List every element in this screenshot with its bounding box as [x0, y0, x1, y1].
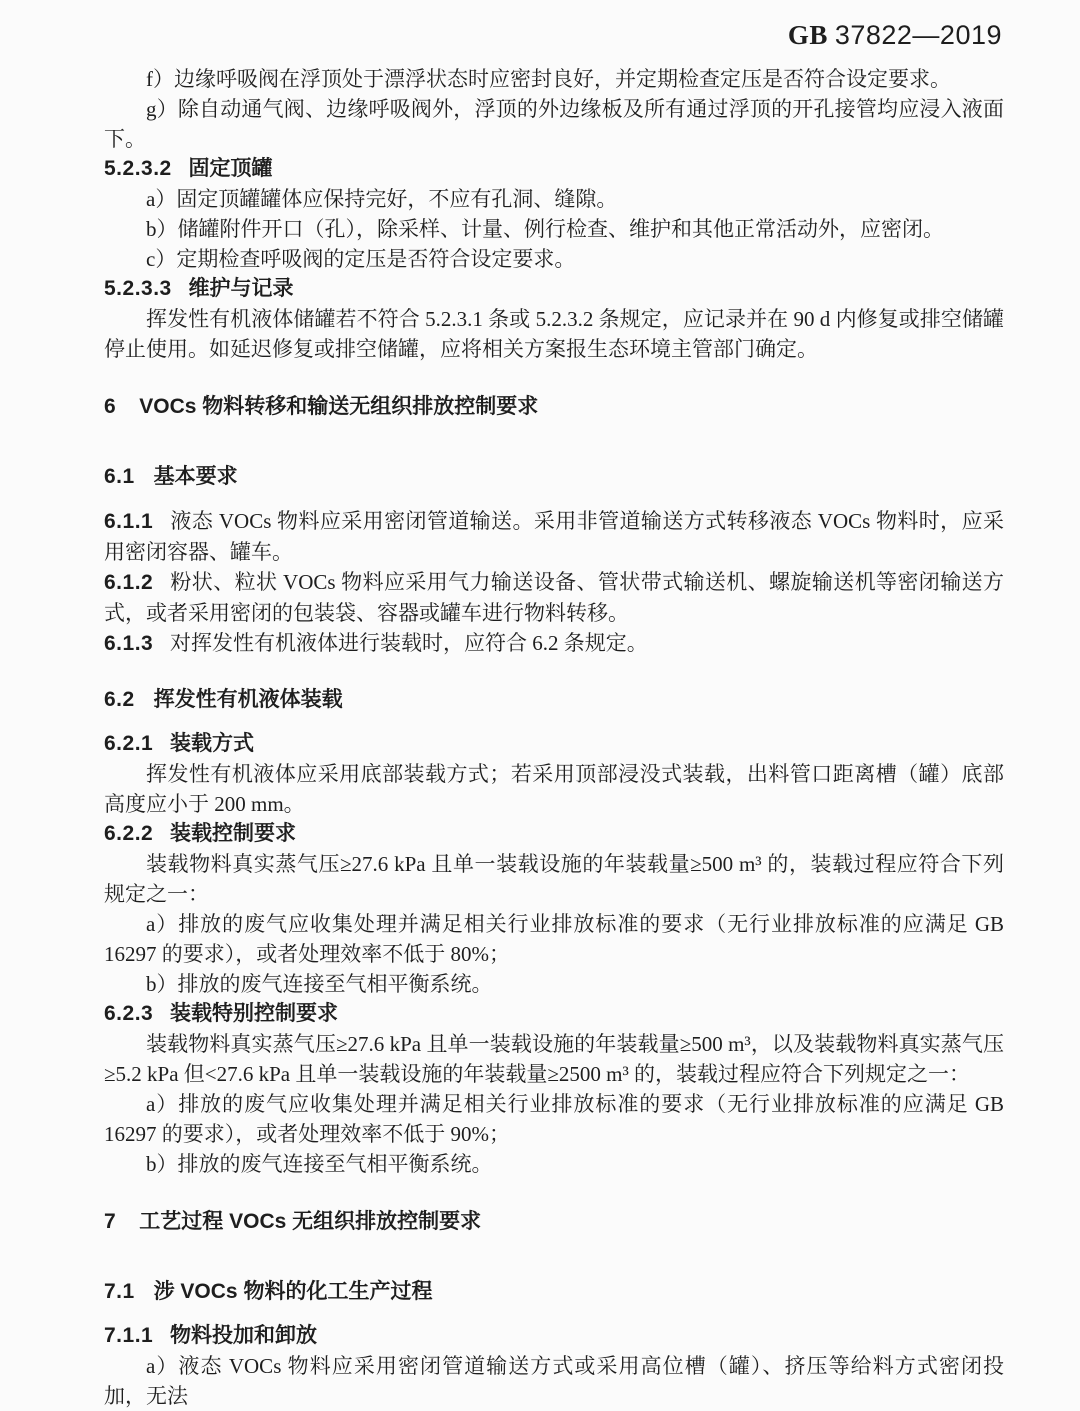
clause-paragraph — [104, 567, 1004, 628]
clause-number: 6.2.2 — [104, 822, 154, 845]
text-run: 固定顶罐 — [188, 157, 273, 180]
paragraph — [104, 304, 1004, 364]
text-run: b）排放的废气连接至气相平衡系统。 — [146, 972, 493, 996]
section-heading — [104, 685, 1004, 715]
text-run: 挥发性有机液体应采用底部装载方式；若采用顶部浸没式装载，出料管口距离槽（罐）底部高度应小于 200 mm。 — [104, 762, 1004, 816]
text-run: a）液态 VOCs 物料应采用密闭管道输送方式或采用高位槽（罐）、挤压等给料方式密闭投加，无法 — [104, 1354, 1004, 1408]
clause-number: 6 — [104, 395, 117, 418]
clause-heading — [104, 1321, 1004, 1351]
clause-number: 5.2.3.3 — [104, 277, 172, 300]
clause-number: 6.1 — [104, 465, 135, 488]
section-heading — [104, 1277, 1004, 1307]
page-header — [788, 20, 1002, 51]
clause-number: 7.1.1 — [104, 1324, 154, 1347]
document-body — [104, 64, 1004, 1411]
text-run: VOCs 物料转移和输送无组织排放控制要求 — [139, 395, 539, 418]
list-item — [104, 64, 1004, 94]
paragraph — [104, 1029, 1004, 1089]
text-run: 基本要求 — [153, 465, 238, 488]
text-run: a）排放的废气应收集处理并满足相关行业排放标准的要求（无行业排放标准的应满足 GB 16297 的要求），或者处理效率不低于 80%； — [104, 912, 1004, 966]
clause-number: 7.1 — [104, 1280, 135, 1303]
paragraph — [104, 759, 1004, 819]
paragraph — [104, 849, 1004, 909]
text-run: 工艺过程 VOCs 无组织排放控制要求 — [139, 1210, 482, 1233]
text-run: 涉 VOCs 物料的化工生产过程 — [153, 1280, 433, 1303]
text-run: 物料投加和卸放 — [170, 1324, 318, 1347]
clause-paragraph — [104, 506, 1004, 567]
text-run: 液态 VOCs 物料应采用密闭管道输送。采用非管道输送方式转移液态 VOCs 物料时，应采用密闭容器、罐车。 — [104, 509, 1004, 564]
standard-number: 37822—2019 — [834, 20, 1002, 50]
list-item — [104, 94, 1004, 154]
clause-heading — [104, 154, 1004, 184]
clause-heading — [104, 819, 1004, 849]
clause-number: 6.2.3 — [104, 1002, 154, 1025]
list-item — [104, 1089, 1004, 1149]
list-item — [104, 969, 1004, 999]
text-run: b）储罐附件开口（孔），除采样、计量、例行检查、维护和其他正常活动外，应密闭。 — [146, 217, 944, 241]
clause-heading — [104, 729, 1004, 759]
clause-number: 6.2.1 — [104, 732, 154, 755]
clause-number: 6.1.3 — [104, 632, 154, 655]
text-run: 粉状、粒状 VOCs 物料应采用气力输送设备、管状带式输送机、螺旋输送机等密闭输送方式，或者采用密闭的包装袋、容器或罐车进行物料转移。 — [104, 570, 1004, 625]
text-run: a）固定顶罐罐体应保持完好，不应有孔洞、缝隙。 — [146, 187, 618, 211]
text-run: 装载控制要求 — [170, 822, 297, 845]
text-run: 维护与记录 — [188, 277, 294, 300]
text-run: b）排放的废气连接至气相平衡系统。 — [146, 1152, 493, 1176]
chapter-heading — [104, 392, 1004, 422]
list-item-clipped — [104, 1351, 1004, 1411]
clause-number: 6.1.1 — [104, 510, 154, 533]
text-run: f）边缘呼吸阀在浮顶处于漂浮状态时应密封良好，并定期检查定压是否符合设定要求。 — [146, 67, 951, 91]
list-item — [104, 184, 1004, 214]
clause-number: 7 — [104, 1210, 117, 1233]
standard-prefix: GB — [787, 20, 828, 50]
text-run: a）排放的废气应收集处理并满足相关行业排放标准的要求（无行业排放标准的应满足 GB 16297 的要求），或者处理效率不低于 90%； — [104, 1092, 1004, 1146]
text-run: 装载物料真实蒸气压≥27.6 kPa 且单一装载设施的年装载量≥500 m³，以及装载物料真实蒸气压≥5.2 kPa 但<27.6 kPa 且单一装载设施的年装载量≥2500 m³ 的，装载过程应符合下列规定之一： — [104, 1032, 1004, 1086]
list-item — [104, 244, 1004, 274]
text-run: 装载特别控制要求 — [170, 1002, 339, 1025]
clause-number: 6.2 — [104, 688, 135, 711]
text-run: g）除自动通气阀、边缘呼吸阀外，浮顶的外边缘板及所有通过浮顶的开孔接管均应浸入液面下。 — [104, 97, 1004, 151]
list-item — [104, 909, 1004, 969]
text-run: 装载物料真实蒸气压≥27.6 kPa 且单一装载设施的年装载量≥500 m³ 的，装载过程应符合下列规定之一： — [104, 852, 1004, 906]
text-run: 对挥发性有机液体进行装载时，应符合 6.2 条规定。 — [170, 631, 648, 655]
text-run: c）定期检查呼吸阀的定压是否符合设定要求。 — [146, 247, 576, 271]
chapter-heading — [104, 1207, 1004, 1237]
text-run: 挥发性有机液体装载 — [153, 688, 343, 711]
list-item — [104, 1149, 1004, 1179]
clause-heading — [104, 274, 1004, 304]
section-heading — [104, 462, 1004, 492]
text-run: 装载方式 — [170, 732, 255, 755]
clause-paragraph — [104, 628, 1004, 659]
clause-number: 6.1.2 — [104, 571, 154, 594]
list-item — [104, 214, 1004, 244]
clause-number: 5.2.3.2 — [104, 157, 172, 180]
clause-heading — [104, 999, 1004, 1029]
text-run: 挥发性有机液体储罐若不符合 5.2.3.1 条或 5.2.3.2 条规定，应记录并在 90 d 内修复或排空储罐停止使用。如延迟修复或排空储罐，应将相关方案报生态环境主管部门确定。 — [104, 307, 1004, 361]
